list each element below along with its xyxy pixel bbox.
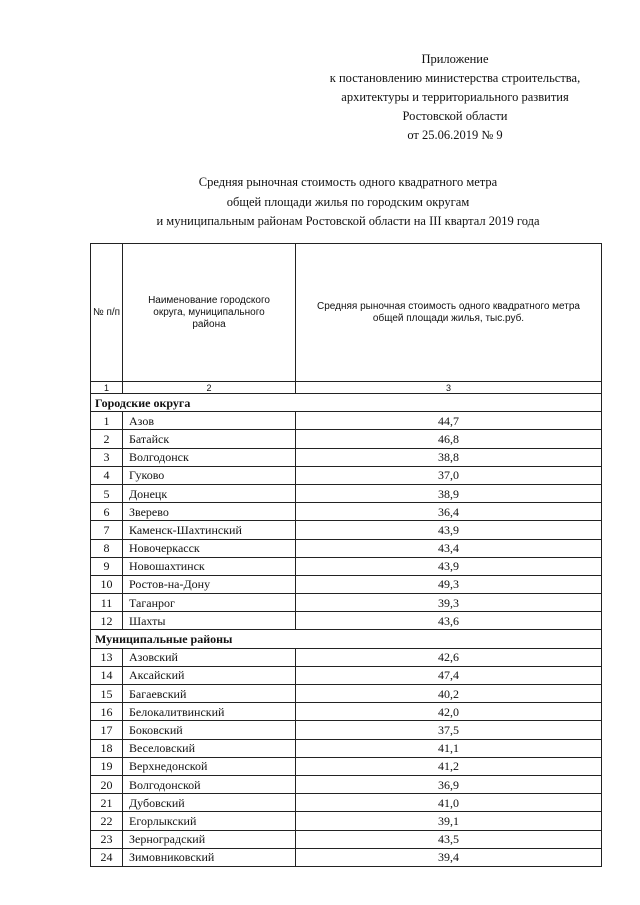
row-name: Волгодонск xyxy=(123,448,296,466)
row-name: Гуково xyxy=(123,466,296,484)
row-number: 18 xyxy=(91,739,123,757)
row-name: Веселовский xyxy=(123,739,296,757)
title-line: Средняя рыночная стоимость одного квадратного метра xyxy=(198,175,498,189)
row-value: 42,0 xyxy=(296,703,602,721)
table-row xyxy=(91,721,602,739)
row-name: Егорлыкский xyxy=(123,812,296,830)
row-number: 2 xyxy=(91,430,123,448)
row-number: 9 xyxy=(91,557,123,575)
row-number: 21 xyxy=(91,794,123,812)
table-row xyxy=(91,739,602,757)
table-row xyxy=(91,412,602,430)
row-number: 19 xyxy=(91,757,123,775)
row-name: Батайск xyxy=(123,430,296,448)
row-value: 42,6 xyxy=(296,648,602,666)
row-name: Верхнедонской xyxy=(123,757,296,775)
row-number: 11 xyxy=(91,594,123,612)
row-name: Таганрог xyxy=(123,594,296,612)
row-value: 39,4 xyxy=(296,848,602,866)
row-name: Азовский xyxy=(123,648,296,666)
row-name: Белокалитвинский xyxy=(123,703,296,721)
row-number: 3 xyxy=(91,448,123,466)
row-value: 36,4 xyxy=(296,503,602,521)
header-number: № п/п xyxy=(91,244,123,382)
column-number: 1 xyxy=(91,382,123,394)
row-value: 37,5 xyxy=(296,721,602,739)
row-value: 38,9 xyxy=(296,484,602,502)
table-row xyxy=(91,557,602,575)
table-row xyxy=(91,521,602,539)
title-line: и муниципальным районам Ростовской области на III квартал 2019 года xyxy=(156,214,540,228)
row-number: 4 xyxy=(91,466,123,484)
section-title: Муниципальные районы xyxy=(91,630,602,648)
table-row xyxy=(91,448,602,466)
appendix-line: от 25.06.2019 № 9 xyxy=(407,128,503,142)
row-number: 1 xyxy=(91,412,123,430)
row-value: 39,3 xyxy=(296,594,602,612)
section-title: Городские округа xyxy=(91,394,602,412)
row-number: 10 xyxy=(91,575,123,593)
row-value: 43,4 xyxy=(296,539,602,557)
row-value: 40,2 xyxy=(296,685,602,703)
row-value: 43,9 xyxy=(296,521,602,539)
section-header-row xyxy=(91,630,602,648)
table-header-row xyxy=(91,244,602,382)
appendix-line: Ростовской области xyxy=(402,109,508,123)
row-value: 49,3 xyxy=(296,575,602,593)
table-row xyxy=(91,685,602,703)
row-name: Багаевский xyxy=(123,685,296,703)
row-value: 37,0 xyxy=(296,466,602,484)
table-row xyxy=(91,848,602,866)
row-name: Зверево xyxy=(123,503,296,521)
header-name: Наименование городского округа, муниципального района xyxy=(123,244,296,382)
row-number: 16 xyxy=(91,703,123,721)
appendix-line: Приложение xyxy=(421,52,489,66)
header-price: Средняя рыночная стоимость одного квадратного метра общей площади жилья, тыс.руб. xyxy=(296,244,602,382)
row-name: Зимовниковский xyxy=(123,848,296,866)
row-value: 43,5 xyxy=(296,830,602,848)
row-number: 20 xyxy=(91,775,123,793)
row-name: Ростов-на-Дону xyxy=(123,575,296,593)
table-row xyxy=(91,430,602,448)
row-number: 24 xyxy=(91,848,123,866)
row-value: 39,1 xyxy=(296,812,602,830)
row-number: 12 xyxy=(91,612,123,630)
row-number: 22 xyxy=(91,812,123,830)
row-name: Донецк xyxy=(123,484,296,502)
row-value: 36,9 xyxy=(296,775,602,793)
table-row xyxy=(91,466,602,484)
row-name: Новошахтинск xyxy=(123,557,296,575)
column-number: 3 xyxy=(296,382,602,394)
row-name: Шахты xyxy=(123,612,296,630)
row-number: 5 xyxy=(91,484,123,502)
row-value: 41,0 xyxy=(296,794,602,812)
price-table xyxy=(90,243,602,867)
row-name: Волгодонской xyxy=(123,775,296,793)
row-value: 41,1 xyxy=(296,739,602,757)
table-row xyxy=(91,575,602,593)
appendix-block xyxy=(300,50,610,145)
appendix-line: к постановлению министерства строительства, xyxy=(329,71,581,85)
column-number-row xyxy=(91,382,602,394)
row-number: 7 xyxy=(91,521,123,539)
column-number: 2 xyxy=(123,382,296,394)
title-line: общей площади жилья по городским округам xyxy=(226,194,470,209)
row-name: Азов xyxy=(123,412,296,430)
row-value: 38,8 xyxy=(296,448,602,466)
table-row xyxy=(91,539,602,557)
row-name: Аксайский xyxy=(123,666,296,684)
row-number: 17 xyxy=(91,721,123,739)
appendix-line: архитектуры и территориального развития xyxy=(341,90,569,104)
row-value: 47,4 xyxy=(296,666,602,684)
row-value: 43,9 xyxy=(296,557,602,575)
row-number: 6 xyxy=(91,503,123,521)
table-row xyxy=(91,484,602,502)
table-row xyxy=(91,775,602,793)
table-row xyxy=(91,757,602,775)
table-row xyxy=(91,703,602,721)
table-row xyxy=(91,594,602,612)
row-value: 44,7 xyxy=(296,412,602,430)
table-row xyxy=(91,830,602,848)
row-value: 41,2 xyxy=(296,757,602,775)
row-value: 43,6 xyxy=(296,612,602,630)
table-row xyxy=(91,794,602,812)
table-row xyxy=(91,612,602,630)
table-row xyxy=(91,666,602,684)
table-row xyxy=(91,503,602,521)
row-number: 23 xyxy=(91,830,123,848)
table-row xyxy=(91,648,602,666)
row-name: Зерноградский xyxy=(123,830,296,848)
row-number: 15 xyxy=(91,685,123,703)
row-number: 13 xyxy=(91,648,123,666)
row-number: 8 xyxy=(91,539,123,557)
row-number: 14 xyxy=(91,666,123,684)
row-value: 46,8 xyxy=(296,430,602,448)
row-name: Дубовский xyxy=(123,794,296,812)
row-name: Новочеркасск xyxy=(123,539,296,557)
table-row xyxy=(91,812,602,830)
section-header-row xyxy=(91,394,602,412)
document-title xyxy=(100,173,596,232)
row-name: Каменск-Шахтинский xyxy=(123,521,296,539)
row-name: Боковский xyxy=(123,721,296,739)
